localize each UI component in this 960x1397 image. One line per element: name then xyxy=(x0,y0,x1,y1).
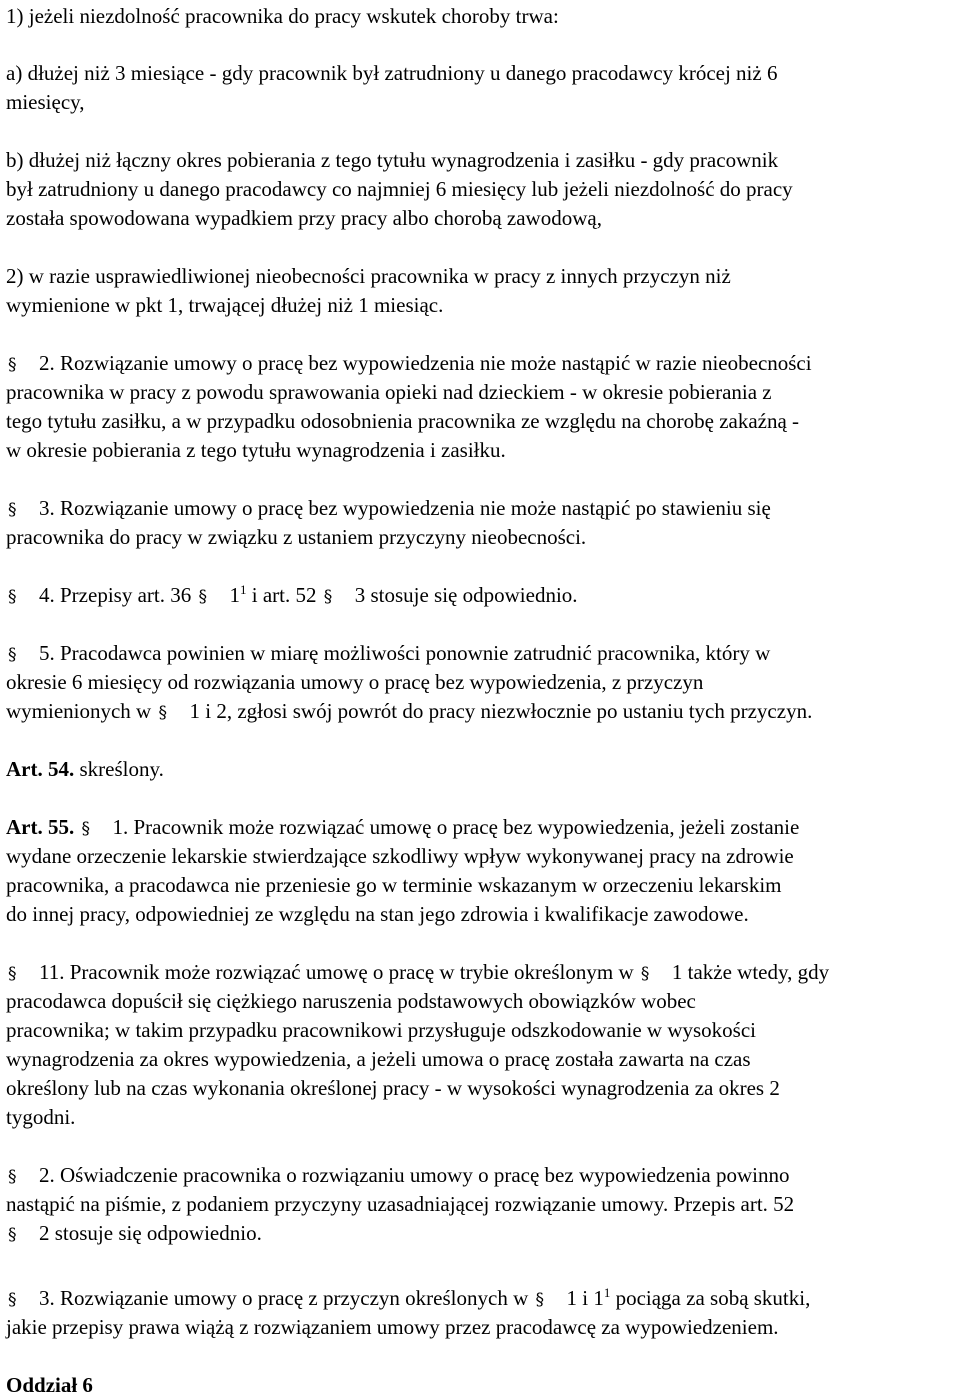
section-symbol: § xyxy=(8,1225,17,1245)
text-line xyxy=(6,1221,262,1247)
section-symbol: § xyxy=(8,1290,17,1310)
text-line xyxy=(6,989,696,1013)
superscript: 1 xyxy=(239,582,247,597)
bold-text: Art. 55. xyxy=(6,815,75,839)
bold-text: Art. 54. xyxy=(6,757,75,781)
section-symbol: § xyxy=(535,1290,544,1310)
text-segment: pociąga za sobą skutki, xyxy=(610,1286,811,1310)
text-line xyxy=(6,583,578,609)
text-segment: okresie 6 miesięcy od rozwiązania umowy o pracę bez wypowiedzenia, z przyczyn xyxy=(6,670,704,694)
text-line xyxy=(6,4,559,28)
text-line xyxy=(6,902,749,926)
text-segment: był zatrudniony u danego pracodawcy co najmniej 6 miesięcy lub jeżeli niezdolność do pracy xyxy=(6,177,793,201)
text-segment: wymienionych w xyxy=(6,699,157,723)
text-line xyxy=(6,1047,751,1071)
text-segment: 3. Rozwiązanie umowy o pracę bez wypowiedzenia nie może nastąpić po stawieniu się xyxy=(39,496,771,520)
text-line xyxy=(6,351,812,377)
text-line xyxy=(6,438,506,462)
text-line xyxy=(6,1018,756,1042)
text-line xyxy=(6,1315,779,1339)
text-segment: tygodni. xyxy=(6,1105,76,1129)
text-line xyxy=(6,815,799,841)
text-segment: 3 stosuje się odpowiednio. xyxy=(354,583,578,607)
text-segment: 1 i 1 xyxy=(566,1286,604,1310)
text-segment: miesięcy, xyxy=(6,90,85,114)
section-symbol: § xyxy=(640,964,650,984)
text-line xyxy=(6,844,794,868)
text-line xyxy=(6,1163,789,1189)
section-symbol: § xyxy=(81,819,90,839)
text-segment: 5. Pracodawca powinien w miarę możliwości ponownie zatrudnić pracownika, który w xyxy=(39,641,771,665)
text-segment: 4. Przepisy art. 36 xyxy=(39,583,197,607)
text-line xyxy=(6,177,793,201)
text-line xyxy=(6,206,602,230)
section-symbol: § xyxy=(8,500,17,520)
text-line xyxy=(6,409,799,433)
text-line xyxy=(6,293,443,317)
text-segment: b) dłużej niż łączny okres pobierania z tego tytułu wynagrodzenia i zasiłku - gdy pracownik xyxy=(6,148,779,172)
text-line xyxy=(6,61,777,85)
bold-text: Oddział 6 xyxy=(6,1373,93,1397)
section-symbol: § xyxy=(8,587,17,607)
text-segment: do innej pracy, odpowiedniej ze względu na stan jego zdrowia i kwalifikacje zawodowe. xyxy=(6,902,749,926)
text-segment: jakie przepisy prawa wiążą z rozwiązaniem umowy przez pracodawcę za wypowiedzeniem. xyxy=(6,1315,779,1339)
text-segment: została spowodowana wypadkiem przy pracy albo chorobą zawodową, xyxy=(6,206,602,230)
text-segment: 1 i 2, zgłosi swój powrót do pracy niezwłocznie po ustaniu tych przyczyn. xyxy=(189,699,813,723)
text-line xyxy=(6,1105,75,1129)
text-segment: w okresie pobierania z tego tytułu wynagrodzenia i zasiłku. xyxy=(6,438,506,462)
text-segment: i art. 52 xyxy=(246,583,322,607)
text-segment: pracownika w pracy z powodu sprawowania opieki nad dzieckiem - w okresie pobierania z xyxy=(6,380,772,404)
text-segment: pracownika, a pracodawca nie przeniesie go w terminie wskazanym w orzeczeniu lekarskim xyxy=(6,873,782,897)
text-line xyxy=(6,264,731,288)
section-symbol: § xyxy=(8,645,17,665)
text-segment: 2. Oświadczenie pracownika o rozwiązaniu umowy o pracę bez wypowiedzenia powinno xyxy=(39,1163,790,1187)
section-symbol: § xyxy=(198,587,207,607)
text-line xyxy=(6,148,778,172)
text-segment: 1 xyxy=(229,583,240,607)
text-line xyxy=(6,641,770,667)
text-segment: 2 stosuje się odpowiednio. xyxy=(39,1221,262,1245)
text-line xyxy=(6,1286,810,1312)
text-line xyxy=(6,1192,794,1216)
text-segment: 11. Pracownik może rozwiązać umowę o pracę w trybie określonym w xyxy=(39,960,639,984)
text-segment: pracownika do pracy w związku z ustaniem przyczyny nieobecności. xyxy=(6,525,587,549)
text-segment: pracodawca dopuścił się ciężkiego naruszenia podstawowych obowiązków wobec xyxy=(6,989,696,1013)
text-segment: nastąpić na piśmie, z podaniem przyczyny uzasadniającej rozwiązanie umowy. Przepis art. 52 xyxy=(6,1192,795,1216)
text-segment: 2) w razie usprawiedliwionej nieobecności pracownika w pracy z innych przyczyn niż xyxy=(6,264,731,288)
text-line xyxy=(6,670,703,694)
section-symbol: § xyxy=(158,703,167,723)
text-segment: a) dłużej niż 3 miesiące - gdy pracownik był zatrudniony u danego pracodawcy krócej niż 6 xyxy=(6,61,778,85)
section-symbol: § xyxy=(8,1167,17,1187)
text-segment: określony lub na czas wykonania określonej pracy - w wysokości wynagrodzenia za okres 2 xyxy=(6,1076,780,1100)
text-line xyxy=(6,496,771,522)
text-line xyxy=(6,757,164,781)
section-symbol: § xyxy=(8,964,17,984)
text-segment: tego tytułu zasiłku, a w przypadku odosobnienia pracownika ze względu na chorobę zakaźną - xyxy=(6,409,800,433)
text-segment: 2. Rozwiązanie umowy o pracę bez wypowiedzenia nie może nastąpić w razie nieobecności xyxy=(39,351,812,375)
text-segment: skreślony. xyxy=(74,757,164,781)
superscript: 1 xyxy=(603,1285,611,1300)
text-line xyxy=(6,699,812,725)
text-segment: 1) jeżeli niezdolność pracownika do pracy wskutek choroby trwa: xyxy=(6,4,559,28)
section-heading xyxy=(6,1373,93,1397)
text-line xyxy=(6,380,772,404)
text-segment: 3. Rozwiązanie umowy o pracę z przyczyn określonych w xyxy=(39,1286,534,1310)
text-segment: pracownika; w takim przypadku pracownikowi przysługuje odszkodowanie w wysokości xyxy=(6,1018,756,1042)
text-line xyxy=(6,873,782,897)
text-segment: wynagrodzenia za okres wypowiedzenia, a jeżeli umowa o pracę została zawarta na czas xyxy=(6,1047,751,1071)
text-segment: wydane orzeczenie lekarskie stwierdzające szkodliwy wpływ wykonywanej pracy na zdrowie xyxy=(6,844,794,868)
text-segment: 1. Pracownik może rozwiązać umowę o pracę bez wypowiedzenia, jeżeli zostanie xyxy=(112,815,800,839)
section-symbol: § xyxy=(323,587,333,607)
text-segment: 1 także wtedy, gdy xyxy=(671,960,830,984)
text-line xyxy=(6,960,829,986)
text-segment: wymienione w pkt 1, trwającej dłużej niż 1 miesiąc. xyxy=(6,293,444,317)
text-line xyxy=(6,525,586,549)
section-symbol: § xyxy=(8,355,17,375)
text-line xyxy=(6,90,85,114)
text-line xyxy=(6,1076,780,1100)
